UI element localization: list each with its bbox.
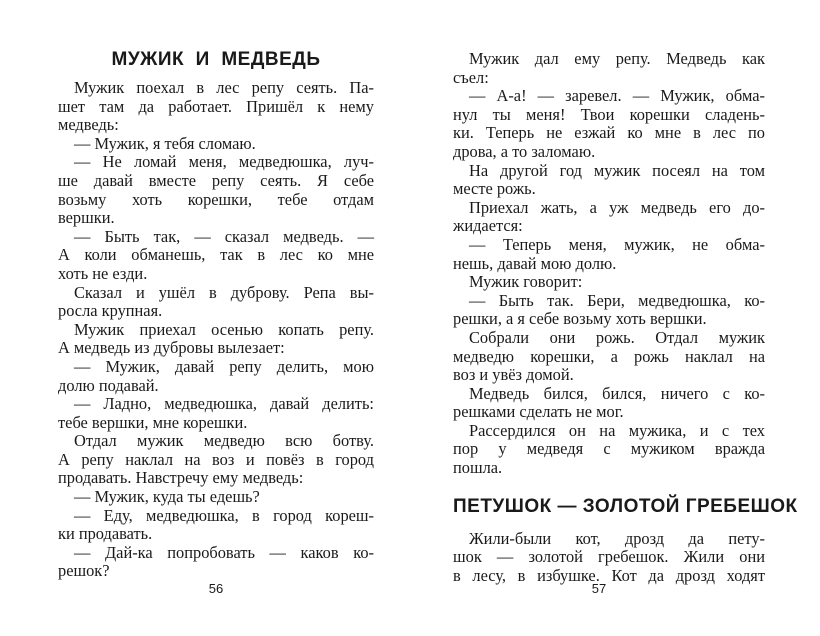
text-line: — А-а! — заревел. — Мужик, обма-: [469, 86, 765, 106]
text-line: — Мужик, давай репу делить, мою: [74, 356, 374, 376]
text-line: ше давай вместе репу сеять. Я себе: [58, 170, 374, 190]
text-line: продавать. Навстречу ему медведь:: [58, 468, 304, 488]
text-line: возьму хоть корешки, тебе отдам: [58, 189, 374, 209]
text-line: — Мужик, я тебя сломаю.: [74, 133, 256, 153]
right-page-body-bottom: [453, 530, 765, 586]
text-line: воз и увёз домой.: [453, 365, 574, 385]
text-line: — Дай-ка попробовать — каков ко-: [74, 542, 374, 562]
text-line: долю подавай.: [58, 375, 159, 395]
text-line: — Теперь меня, мужик, не обма-: [469, 234, 765, 254]
page-number-left: 56: [208, 581, 224, 596]
text-line: решок?: [58, 561, 110, 581]
text-line: Жили-были кот, дрозд да пету-: [469, 528, 765, 548]
text-line: Отдал мужик медведю всю ботву.: [74, 431, 374, 451]
text-line: А репу наклал на воз и повёз в город: [58, 449, 374, 469]
text-line: решками сделать не мог.: [453, 402, 624, 422]
text-line: хоть не езди.: [58, 263, 148, 283]
text-line: А медведь из дубровы вылезает:: [58, 338, 285, 358]
story-title-muzhik-i-medved: МУЖИК И МЕДВЕДЬ: [111, 49, 321, 70]
right-page: [453, 0, 798, 636]
text-line: Мужик говорит:: [469, 272, 583, 292]
text-line: медведю корешки, а рожь наклал на: [453, 346, 765, 366]
text-line: тебе вершки, мне корешки.: [58, 412, 248, 432]
text-line: нул ты меня! Твои корешки сладень-: [453, 104, 765, 124]
text-line: росла крупная.: [58, 301, 163, 321]
text-line: нешь, давай мою долю.: [453, 253, 617, 273]
text-line: шет там да работает. Пришёл к нему: [58, 96, 374, 116]
text-line: в лесу, в избушке. Кот да дрозд ходят: [453, 565, 765, 585]
text-line: — Ладно, медведюшка, давай делить:: [74, 394, 374, 414]
text-line: Приехал жать, а уж медведь его до-: [469, 197, 765, 217]
text-line: — Мужик, куда ты едешь?: [74, 487, 260, 507]
text-line: жидается:: [453, 216, 523, 236]
text-line: Мужик поехал в лес репу сеять. Па-: [74, 78, 374, 97]
text-line: Мужик дал ему репу. Медведь как: [469, 49, 765, 68]
text-line: — Быть так. Бери, медведюшка, ко-: [469, 290, 765, 310]
text-line: съел:: [453, 67, 489, 87]
story-title-petushok: ПЕТУШОК — ЗОЛОТОЙ ГРЕБЕШОК: [453, 495, 798, 517]
text-line: Рассердился он на мужика, и с тех: [469, 420, 765, 440]
left-page: [58, 0, 374, 636]
text-line: ки продавать.: [58, 524, 153, 544]
text-line: вершки.: [58, 208, 115, 228]
left-page-body: [58, 79, 374, 581]
text-line: Сказал и ушёл в дуброву. Репа вы-: [74, 282, 374, 302]
page-number-right: 57: [591, 581, 607, 596]
text-line: Медведь бился, бился, ничего с ко-: [469, 383, 765, 403]
right-page-body-top: [453, 50, 765, 478]
text-line: дрова, а то заломаю.: [453, 141, 596, 161]
text-line: шок — золотой гребешок. Жили они: [453, 547, 765, 567]
text-line: А коли обманешь, так в лес ко мне: [58, 245, 374, 265]
text-line: — Быть так, — сказал медведь. —: [74, 226, 374, 246]
text-line: пошла.: [453, 458, 503, 478]
text-line: медведь:: [58, 115, 119, 135]
text-line: пор у медведя с мужиком вражда: [453, 439, 765, 459]
text-line: На другой год мужик посеял на том: [469, 160, 765, 180]
text-line: месте рожь.: [453, 179, 536, 199]
text-line: Собрали они рожь. Отдал мужик: [469, 327, 765, 347]
text-line: — Еду, медведюшка, в город кореш-: [74, 505, 374, 525]
text-line: Мужик приехал осенью копать репу.: [74, 319, 374, 339]
text-line: решки, а я себе возьму хоть вершки.: [453, 309, 707, 329]
text-line: — Не ломай меня, медведюшка, луч-: [74, 152, 374, 172]
text-line: ки. Теперь не езжай ко мне в лес по: [453, 123, 765, 143]
